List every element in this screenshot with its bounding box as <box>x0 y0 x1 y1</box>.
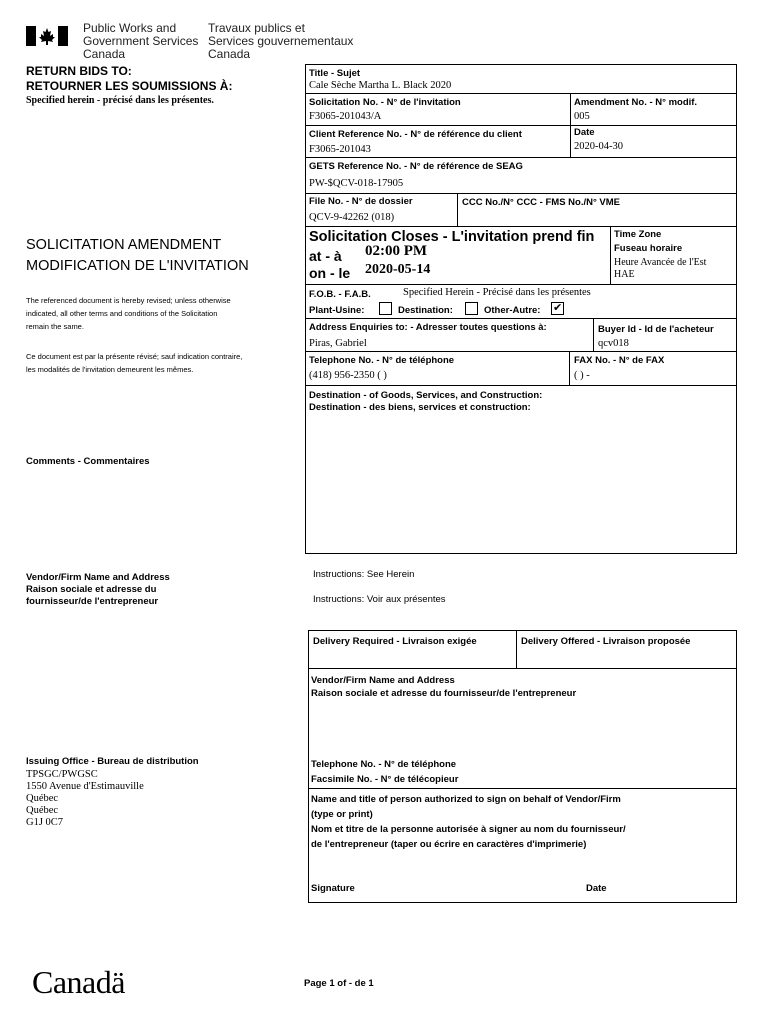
instructions-fr: Instructions: Voir aux présentes <box>313 594 446 605</box>
on-label: on - le <box>309 265 351 281</box>
vendor-name-label-en: Vendor/Firm Name and Address <box>311 675 455 686</box>
telephone-value: (418) 956-2350 ( ) <box>309 370 387 381</box>
revision-notice-fr: Ce document est par la présente révisé; sauf indication contraire, les modalités de l'invitation demeurent les mêmes. <box>26 352 243 374</box>
closing-time-value: 02:00 PM <box>365 243 428 259</box>
gets-ref-value: PW-$QCV-018-17905 <box>309 178 404 189</box>
issuing-office-address: TPSGC/PWGSC 1550 Avenue d'Estimauville Québec Québec G1J 0C7 <box>26 769 144 828</box>
department-name-fr: Travaux publics et Services gouvernementaux Canada <box>208 21 354 61</box>
address-enquiries-value: Piras, Gabriel <box>309 338 367 349</box>
fob-value: Specified Herein - Précisé dans les présentes <box>403 287 591 298</box>
amendment-no-value: 005 <box>574 111 590 122</box>
date-value: 2020-04-30 <box>574 141 623 152</box>
ccc-no-label: CCC No./N° CCC - FMS No./N° VME <box>462 197 621 208</box>
vendor-name-label-fr: Raison sociale et adresse du fournisseur/de l'entrepreneur <box>311 688 577 699</box>
solicitation-no-label: Solicitation No. - N° de l'invitation <box>309 97 461 108</box>
destination-goods-label-en: Destination - of Goods, Services, and Construction: <box>309 390 543 401</box>
gets-ref-label: GETS Reference No. - N° de référence de SEAG <box>309 161 523 172</box>
plant-label: Plant-Usine: <box>309 305 365 316</box>
file-no-value: QCV-9-42262 (018) <box>309 212 395 223</box>
other-label: Other-Autre: <box>484 305 541 316</box>
signature-label: Signature <box>311 883 355 894</box>
vendor-telephone-label: Telephone No. - N° de téléphone <box>311 759 457 770</box>
delivery-required-label: Delivery Required - Livraison exigée <box>313 636 477 647</box>
delivery-offered-label: Delivery Offered - Livraison proposée <box>521 636 691 647</box>
date-label: Date <box>574 127 595 138</box>
other-checkbox[interactable] <box>551 302 564 315</box>
time-zone-value: Heure Avancée de l'Est HAE <box>614 257 707 280</box>
page-number: Page 1 of - de 1 <box>304 978 374 989</box>
department-name-en: Public Works and Government Services Canada <box>83 21 199 61</box>
canada-flag-logo <box>26 26 68 46</box>
telephone-label: Telephone No. - N° de téléphone <box>309 355 455 366</box>
fax-label: FAX No. - N° de FAX <box>574 355 665 366</box>
destination-checkbox[interactable] <box>465 302 478 315</box>
title-value: Cale Sèche Martha L. Black 2020 <box>309 80 452 91</box>
fax-value: ( ) - <box>574 370 590 381</box>
address-enquiries-label: Address Enquiries to: - Adresser toutes questions à: <box>309 322 547 333</box>
destination-goods-label-fr: Destination - des biens, services et construction: <box>309 402 531 413</box>
solicitation-no-value: F3065-201043/A <box>309 111 382 122</box>
issuing-office-label: Issuing Office - Bureau de distribution <box>26 756 199 767</box>
signature-date-label: Date <box>586 883 607 894</box>
at-label: at - à <box>309 248 342 264</box>
amendment-no-label: Amendment No. - N° modif. <box>574 97 698 108</box>
buyer-id-label: Buyer Id - Id de l'acheteur <box>598 324 714 335</box>
authorized-person-label: Name and title of person authorized to sign on behalf of Vendor/Firm (type or print) Nom et titre de la personne autorisée à signer au nom du fournisseur/ de l'entrepreneur (taper ou écrire en caractères d'imprimerie) <box>311 794 626 850</box>
fob-label: F.O.B. - F.A.B. <box>309 289 371 300</box>
return-bids-label-fr: RETOURNER LES SOUMISSIONS À: <box>26 79 233 93</box>
revision-notice-en: The referenced document is hereby revised; unless otherwise indicated, all other terms and conditions of the Solicitation remain the same. <box>26 296 231 331</box>
destination-label: Destination: <box>398 305 453 316</box>
title-label: Title - Sujet <box>309 68 361 79</box>
comments-label: Comments - Commentaires <box>26 456 150 467</box>
file-no-label: File No. - N° de dossier <box>309 196 413 207</box>
amendment-title-en: SOLICITATION AMENDMENT <box>26 237 222 253</box>
client-ref-label: Client Reference No. - N° de référence du client <box>309 129 522 140</box>
specified-herein-text: Specified herein - précisé dans les présentes. <box>26 95 214 106</box>
amendment-title-fr: MODIFICATION DE L'INVITATION <box>26 258 249 274</box>
instructions-en: Instructions: See Herein <box>313 569 415 580</box>
vendor-address-label: Vendor/Firm Name and Address Raison sociale et adresse du fournisseur/de l'entrepreneur <box>26 572 170 607</box>
plant-checkbox[interactable] <box>379 302 392 315</box>
closing-date-value: 2020-05-14 <box>365 262 431 277</box>
client-ref-value: F3065-201043 <box>309 144 371 155</box>
time-zone-label-fr: Fuseau horaire <box>614 243 683 254</box>
vendor-fax-label: Facsimile No. - N° de télécopieur <box>311 774 459 785</box>
return-bids-label-en: RETURN BIDS TO: <box>26 64 132 78</box>
solicitation-closes-title: Solicitation Closes - L'invitation prend fin <box>309 229 595 245</box>
canada-wordmark: Canadä <box>32 964 125 1000</box>
time-zone-label-en: Time Zone <box>614 229 662 240</box>
buyer-id-value: qcv018 <box>598 338 629 349</box>
checkmark-icon: ✔ <box>553 301 563 314</box>
